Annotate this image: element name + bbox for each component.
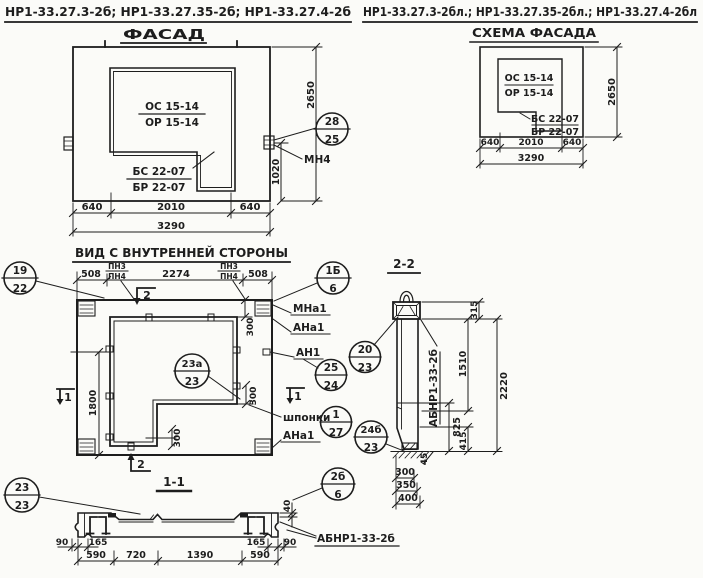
sect1-dim-590-right: 590 [250, 550, 270, 561]
inner-dim300b-label: 300 [249, 386, 259, 406]
call-bot: 23 [184, 376, 200, 388]
sect1-dim-720: 720 [126, 550, 146, 561]
plate [264, 136, 274, 149]
facade-sill-label-top: БС 22-07 [132, 166, 186, 178]
sect2-dim-45: 45 [420, 452, 430, 466]
sect1-dim-90-right: 90 [283, 538, 297, 548]
sect1-dim-90-left: 90 [55, 538, 69, 548]
corner-plate-bl [78, 439, 95, 454]
corner-plate-tl [78, 301, 95, 316]
marker-num: 1 [64, 391, 72, 404]
inner-opening-frame [110, 317, 237, 446]
facade-window-label-bottom: ОР 15-14 [145, 117, 199, 129]
plate-lines [64, 141, 73, 146]
marker-arrow [134, 298, 141, 305]
facade-sill-leader [193, 152, 214, 168]
key [263, 349, 270, 355]
plate [78, 301, 95, 316]
pn-leader [121, 281, 134, 299]
facade-sill-label-bottom: БР 22-07 [132, 182, 186, 194]
sect1-rebar-left [87, 517, 110, 534]
marker-num: 2 [143, 289, 151, 302]
scheme-window-label-top: ОС 15-14 [504, 73, 554, 84]
leader [270, 352, 294, 357]
facade-dim-640-right: 640 [239, 202, 261, 213]
callout-top: 20 [357, 344, 373, 356]
label-text: шпонки [283, 412, 331, 424]
label-shponki [249, 405, 330, 424]
plate-hatch [80, 443, 93, 451]
leader [273, 305, 291, 313]
scheme-dim-3290: 3290 [517, 153, 545, 164]
scheme-dim-2650: 2650 [607, 78, 618, 106]
inner-title: ВИД С ВНУТРЕННЕЙ СТОРОНЫ [75, 246, 287, 260]
callout-bottom: 25 [324, 134, 340, 146]
callout-2b-6 [293, 468, 355, 501]
pn3: ПН3 [108, 262, 126, 271]
sect2-loop-box-inner [397, 306, 417, 316]
sect2-foot-hatch [404, 444, 415, 450]
sect1-label-leaders [280, 522, 316, 538]
plate [64, 137, 73, 150]
section-marker-1-right [287, 388, 305, 404]
scheme-dim-640-right: 640 [562, 138, 582, 148]
callout-23-23 [4, 478, 140, 514]
plate [78, 439, 95, 454]
pn4: ПН4 [220, 272, 238, 281]
sect2-panel-label-leader [421, 320, 437, 346]
label-mna1 [273, 303, 330, 315]
inner-dim-508-right: 508 [248, 269, 268, 280]
plate-lines [264, 140, 274, 145]
section-marker-1-left [57, 389, 75, 405]
sect2-lifting-loop [400, 292, 413, 303]
corner-plate-br [255, 439, 271, 454]
callout-top: 2б [330, 471, 346, 483]
heading-left: НР1-33.27.3-2б; НР1-33.27.35-2б; НР1-33.27.4-2б [5, 5, 352, 19]
facade-dim-640-left: 640 [81, 202, 103, 213]
callout-leader [293, 488, 322, 500]
plate [255, 439, 271, 454]
label-ana1 [273, 319, 330, 334]
sect1-dim-1390: 1390 [186, 550, 214, 561]
callout-top: 24б [360, 425, 382, 436]
inner-dim1800-label: 1800 [88, 389, 99, 417]
sect2-dim-415: 415 [459, 431, 469, 451]
callout-top: 19 [12, 265, 28, 277]
sect2-dim-315: 315 [470, 300, 480, 320]
marker-num: 1 [294, 390, 302, 403]
facade-left-anchor-plate [64, 137, 73, 150]
corner-plate-tr [255, 301, 271, 316]
facade-anchor-leader [274, 145, 302, 159]
sect2-dim-1510: 1510 [458, 350, 469, 378]
callout-28-25 [314, 113, 350, 146]
sect2-dim-2220: 2220 [499, 372, 510, 400]
callout-top: 28 [324, 116, 340, 128]
sect1-panel-label: АБНР1-33-2б [317, 533, 395, 545]
sect2-dim-400: 400 [398, 493, 418, 504]
pn4: ПН4 [108, 272, 126, 281]
sect1-recess-floor [119, 515, 234, 522]
sect1-dim-165-right: 165 [246, 538, 266, 548]
sect2-loop-box-hatch [393, 302, 420, 319]
callout-leader [36, 281, 104, 298]
scheme-dim-2010: 2010 [518, 138, 544, 148]
leader [273, 319, 291, 332]
call-bot: 23 [14, 500, 30, 512]
scheme-sill-label-top: БС 22-07 [531, 114, 579, 125]
callout-leader [374, 317, 398, 345]
heading-right: НР1-33.27.3-2бл.; НР1-33.27.35-2бл.; НР1-33.27.4-2бл [363, 5, 697, 19]
marker-arrow [57, 399, 64, 405]
facade-dim-3290: 3290 [157, 221, 185, 232]
facade-callout-leader [274, 128, 316, 140]
inner-dim-2274: 2274 [162, 269, 190, 280]
call-bot: 23 [357, 362, 373, 374]
callout-top: 1Б [325, 265, 341, 277]
label-text: МНа1 [293, 303, 327, 315]
callout-leader [386, 444, 404, 451]
facade-dim-1020: 1020 [271, 158, 282, 186]
callout-top: 23а [181, 359, 203, 370]
sect1-dim-40: 40 [283, 499, 293, 513]
callout-leader [274, 283, 317, 301]
facade-dim-2010: 2010 [157, 202, 185, 213]
scheme-sill-leader [520, 113, 530, 119]
callout-top: 1 [332, 409, 340, 421]
sect2-body [397, 319, 418, 449]
sect2-dim-ext [398, 302, 502, 452]
leader [249, 405, 281, 417]
sect2-title: 2-2 [393, 257, 415, 271]
sect1-plate-left [108, 513, 116, 518]
inner-dim300a [237, 300, 252, 317]
label-text: АН1 [296, 347, 321, 359]
leader [272, 440, 281, 448]
label-text: АНа1 [293, 322, 325, 334]
label-ana1-2 [272, 430, 320, 448]
scheme-window-label-bottom: ОР 15-14 [504, 88, 554, 99]
plate-hatch [257, 305, 269, 313]
facade-anchor-label: МН4 [304, 154, 331, 166]
facade-dim-slashes-v [278, 44, 320, 205]
sect1-plate-right [240, 513, 248, 518]
sect1-dim-590-left: 590 [86, 550, 106, 561]
sect2-panel-label: АБНР1-33-2б [428, 349, 440, 427]
plate-hatch [257, 443, 269, 451]
scheme-dim-ext [480, 47, 622, 168]
plate-hatch [80, 305, 93, 313]
sect2-dim-825: 825 [452, 417, 463, 437]
pn3: ПН3 [220, 262, 238, 271]
sect2-dim-350: 350 [396, 480, 416, 491]
sect1-rebar-right [245, 517, 268, 534]
inner-dim300c-label: 300 [173, 428, 183, 448]
callout-1b-6 [274, 262, 351, 301]
facade-dim-2650: 2650 [306, 81, 317, 109]
call-bot: 6 [334, 489, 342, 501]
callout-top: 25 [323, 362, 339, 374]
scheme-dim-640-left: 640 [480, 138, 500, 148]
call-bot: 22 [12, 283, 28, 295]
call-bot: 24 [323, 380, 339, 392]
callout-top: 23 [14, 482, 30, 494]
facade-drawing [64, 28, 350, 236]
callout-20-23 [349, 317, 398, 374]
inner-dim300c [146, 429, 176, 446]
section-2-2 [388, 257, 510, 509]
facade-window-label-top: ОС 15-14 [145, 101, 199, 113]
sect1-title: 1-1 [163, 475, 185, 489]
sect2-loop-box [393, 302, 420, 319]
plate [255, 301, 271, 316]
scheme-sill-label-bottom: БР 22-07 [531, 127, 579, 138]
callout-25-24 [303, 359, 347, 392]
scheme-title: СХЕМА ФАСАДА [472, 26, 597, 40]
callout-leader [208, 376, 240, 399]
inner-dim300a-label: 300 [246, 317, 256, 337]
marker-num: 2 [137, 458, 145, 471]
label-an1 [270, 347, 323, 359]
section-marker-2-top [134, 288, 156, 305]
callout-23a-23 [174, 354, 240, 399]
marker-arrow [287, 398, 294, 404]
inner-dim-508-left: 508 [81, 269, 101, 280]
label-text: АНа1 [283, 430, 315, 442]
facade-right-anchor-plate [264, 136, 274, 149]
sect1-dim-165-left: 165 [88, 538, 108, 548]
inner-view-drawing [2, 245, 404, 501]
facade-scheme-drawing [470, 26, 622, 168]
callout-leader [303, 359, 318, 368]
sect2-dim-300: 300 [395, 467, 415, 478]
call-bot: 27 [328, 427, 344, 439]
call-bot: 6 [329, 283, 337, 295]
facade-title: ФАСАД [123, 28, 205, 43]
call-bot: 23 [363, 442, 379, 454]
callout-leader [39, 497, 140, 514]
